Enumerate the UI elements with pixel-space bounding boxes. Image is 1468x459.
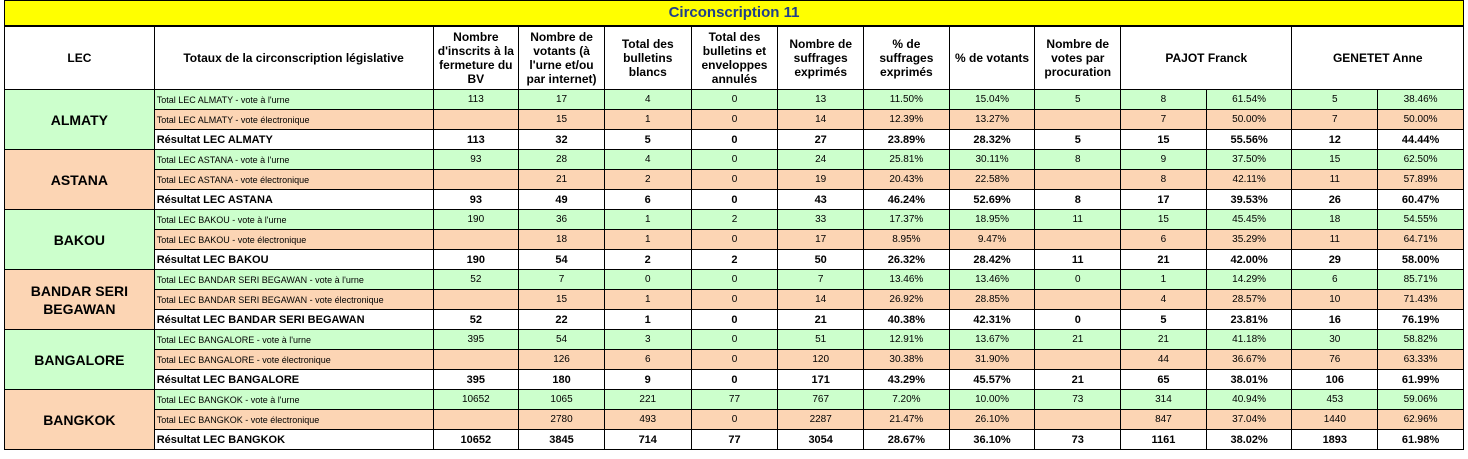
cell-pct-suffrages: 20.43% [864,170,950,190]
cell-inscrits: 93 [433,190,519,210]
cell-c2-pct: 50.00% [1378,110,1464,130]
cell-blancs: 1 [604,290,691,310]
row-label: Total LEC BANGALORE - vote électronique [154,350,433,370]
cell-inscrits: 10652 [433,430,519,450]
lec-name: BANGKOK [5,390,155,450]
cell-procuration: 5 [1035,130,1121,150]
cell-pct-suffrages: 12.39% [864,110,950,130]
cell-blancs: 6 [604,350,691,370]
cell-suffrages: 120 [778,350,864,370]
cell-suffrages: 7 [778,270,864,290]
cell-annules: 0 [691,230,778,250]
cell-c1-votes: 1 [1121,270,1207,290]
row-label: Résultat LEC BAKOU [154,250,433,270]
row-label: Total LEC ASTANA - vote électronique [154,170,433,190]
cell-blancs: 714 [604,430,691,450]
cell-pct-votants: 52.69% [949,190,1035,210]
cell-votants: 180 [519,370,605,390]
cell-annules: 0 [691,110,778,130]
cell-pct-suffrages: 23.89% [864,130,950,150]
cell-suffrages: 14 [778,110,864,130]
cell-c1-pct: 37.04% [1206,410,1292,430]
cell-c1-votes: 44 [1121,350,1207,370]
cell-inscrits: 190 [433,210,519,230]
header-suffrages: Nombre de suffrages exprimés [778,27,864,90]
cell-pct-suffrages: 28.67% [864,430,950,450]
row-label: Résultat LEC ASTANA [154,190,433,210]
cell-c2-pct: 63.33% [1378,350,1464,370]
results-sheet [4,0,1464,450]
cell-procuration: 8 [1035,150,1121,170]
cell-c2-votes: 10 [1292,290,1378,310]
cell-pct-suffrages: 25.81% [864,150,950,170]
cell-c2-pct: 38.46% [1378,90,1464,110]
table-row [5,370,1464,390]
header-annules: Total des bulletins et enveloppes annulés [691,27,778,90]
cell-c1-pct: 14.29% [1206,270,1292,290]
cell-c1-pct: 40.94% [1206,390,1292,410]
cell-blancs: 4 [604,90,691,110]
header-blancs: Total des bulletins blancs [604,27,691,90]
cell-suffrages: 33 [778,210,864,230]
cell-annules: 2 [691,210,778,230]
cell-pct-votants: 13.27% [949,110,1035,130]
cell-pct-votants: 10.00% [949,390,1035,410]
cell-c1-pct: 50.00% [1206,110,1292,130]
cell-votants: 49 [519,190,605,210]
cell-votants: 17 [519,90,605,110]
cell-c1-votes: 65 [1121,370,1207,390]
cell-pct-votants: 9.47% [949,230,1035,250]
row-label: Total LEC ALMATY - vote à l'urne [154,90,433,110]
cell-annules: 0 [691,370,778,390]
cell-c1-votes: 21 [1121,250,1207,270]
cell-c2-votes: 1893 [1292,430,1378,450]
cell-inscrits [433,110,519,130]
cell-pct-votants: 26.10% [949,410,1035,430]
cell-c2-pct: 85.71% [1378,270,1464,290]
cell-procuration: 73 [1035,430,1121,450]
cell-suffrages: 51 [778,330,864,350]
cell-c1-pct: 38.01% [1206,370,1292,390]
cell-c1-pct: 45.45% [1206,210,1292,230]
cell-pct-suffrages: 13.46% [864,270,950,290]
cell-inscrits: 395 [433,330,519,350]
cell-c1-pct: 36.67% [1206,350,1292,370]
cell-c1-votes: 8 [1121,170,1207,190]
cell-blancs: 4 [604,150,691,170]
cell-annules: 0 [691,270,778,290]
row-label: Total LEC BANDAR SERI BEGAWAN - vote électronique [154,290,433,310]
cell-c2-pct: 61.99% [1378,370,1464,390]
header-procuration: Nombre de votes par procuration [1035,27,1121,90]
cell-suffrages: 21 [778,310,864,330]
cell-c1-votes: 314 [1121,390,1207,410]
cell-procuration: 21 [1035,330,1121,350]
results-table [4,26,1464,450]
cell-c2-votes: 26 [1292,190,1378,210]
cell-blancs: 9 [604,370,691,390]
cell-pct-suffrages: 11.50% [864,90,950,110]
table-row [5,110,1464,130]
cell-pct-suffrages: 12.91% [864,330,950,350]
cell-c1-pct: 28.57% [1206,290,1292,310]
cell-pct-suffrages: 26.92% [864,290,950,310]
cell-annules: 0 [691,290,778,310]
cell-pct-suffrages: 7.20% [864,390,950,410]
cell-c1-pct: 42.00% [1206,250,1292,270]
cell-pct-votants: 22.58% [949,170,1035,190]
cell-c2-votes: 76 [1292,350,1378,370]
header-candidate-1: PAJOT Franck [1121,27,1292,90]
cell-c2-votes: 106 [1292,370,1378,390]
cell-procuration: 0 [1035,310,1121,330]
cell-votants: 18 [519,230,605,250]
table-row [5,210,1464,230]
cell-votants: 15 [519,110,605,130]
table-row [5,390,1464,410]
cell-c2-votes: 5 [1292,90,1378,110]
cell-c1-pct: 61.54% [1206,90,1292,110]
cell-c1-pct: 37.50% [1206,150,1292,170]
cell-suffrages: 19 [778,170,864,190]
cell-votants: 21 [519,170,605,190]
cell-c1-votes: 5 [1121,310,1207,330]
cell-c1-votes: 6 [1121,230,1207,250]
cell-c2-pct: 59.06% [1378,390,1464,410]
cell-procuration [1035,350,1121,370]
cell-pct-suffrages: 43.29% [864,370,950,390]
cell-c2-pct: 44.44% [1378,130,1464,150]
lec-name: BANDAR SERI BEGAWAN [5,270,155,330]
cell-blancs: 0 [604,270,691,290]
cell-c2-pct: 60.47% [1378,190,1464,210]
table-row [5,130,1464,150]
cell-annules: 0 [691,310,778,330]
cell-c2-pct: 58.82% [1378,330,1464,350]
table-row [5,270,1464,290]
cell-inscrits: 52 [433,310,519,330]
table-row [5,330,1464,350]
cell-procuration: 21 [1035,370,1121,390]
cell-procuration: 11 [1035,250,1121,270]
lec-name: ALMATY [5,90,155,150]
cell-c2-pct: 62.50% [1378,150,1464,170]
cell-blancs: 1 [604,110,691,130]
table-row [5,170,1464,190]
header-pct-suffrages: % de suffrages exprimés [864,27,950,90]
cell-inscrits [433,350,519,370]
header-row [5,27,1464,90]
table-row [5,250,1464,270]
cell-c1-votes: 21 [1121,330,1207,350]
cell-c2-votes: 6 [1292,270,1378,290]
cell-suffrages: 14 [778,290,864,310]
row-label: Total LEC BAKOU - vote à l'urne [154,210,433,230]
cell-c2-pct: 76.19% [1378,310,1464,330]
cell-c1-pct: 35.29% [1206,230,1292,250]
cell-votants: 32 [519,130,605,150]
table-row [5,410,1464,430]
cell-inscrits [433,170,519,190]
cell-suffrages: 24 [778,150,864,170]
cell-c1-pct: 41.18% [1206,330,1292,350]
header-totaux: Totaux de la circonscription législative [154,27,433,90]
cell-pct-suffrages: 17.37% [864,210,950,230]
cell-c2-votes: 16 [1292,310,1378,330]
cell-c1-votes: 9 [1121,150,1207,170]
header-inscrits: Nombre d'inscrits à la fermeture du BV [433,27,519,90]
header-lec: LEC [5,27,155,90]
table-row [5,230,1464,250]
cell-c1-votes: 8 [1121,90,1207,110]
row-label: Résultat LEC BANGALORE [154,370,433,390]
cell-pct-suffrages: 46.24% [864,190,950,210]
row-label: Total LEC BANDAR SERI BEGAWAN - vote à l'urne [154,270,433,290]
cell-pct-votants: 15.04% [949,90,1035,110]
cell-suffrages: 43 [778,190,864,210]
cell-blancs: 1 [604,230,691,250]
row-label: Total LEC ALMATY - vote électronique [154,110,433,130]
cell-inscrits: 93 [433,150,519,170]
cell-inscrits [433,230,519,250]
cell-inscrits [433,290,519,310]
row-label: Résultat LEC BANGKOK [154,430,433,450]
cell-c1-votes: 7 [1121,110,1207,130]
row-label: Total LEC ASTANA - vote à l'urne [154,150,433,170]
cell-pct-votants: 28.32% [949,130,1035,150]
cell-c2-pct: 58.00% [1378,250,1464,270]
cell-pct-suffrages: 8.95% [864,230,950,250]
cell-c2-pct: 71.43% [1378,290,1464,310]
cell-annules: 0 [691,130,778,150]
cell-c1-pct: 42.11% [1206,170,1292,190]
cell-procuration [1035,290,1121,310]
cell-votants: 22 [519,310,605,330]
row-label: Total LEC BANGALORE - vote à l'urne [154,330,433,350]
cell-pct-suffrages: 30.38% [864,350,950,370]
row-label: Résultat LEC BANDAR SERI BEGAWAN [154,310,433,330]
cell-suffrages: 3054 [778,430,864,450]
table-row [5,350,1464,370]
header-votants: Nombre de votants (à l'urne et/ou par internet) [519,27,605,90]
cell-c1-votes: 847 [1121,410,1207,430]
cell-c2-votes: 18 [1292,210,1378,230]
lec-name: BANGALORE [5,330,155,390]
cell-c1-votes: 4 [1121,290,1207,310]
cell-c2-pct: 57.89% [1378,170,1464,190]
cell-blancs: 5 [604,130,691,150]
cell-inscrits: 113 [433,130,519,150]
cell-c2-votes: 29 [1292,250,1378,270]
cell-pct-votants: 18.95% [949,210,1035,230]
cell-procuration [1035,110,1121,130]
cell-procuration [1035,170,1121,190]
cell-pct-votants: 30.11% [949,150,1035,170]
cell-annules: 0 [691,410,778,430]
cell-pct-suffrages: 21.47% [864,410,950,430]
cell-annules: 0 [691,170,778,190]
cell-blancs: 2 [604,170,691,190]
cell-c1-pct: 39.53% [1206,190,1292,210]
cell-annules: 0 [691,350,778,370]
row-label: Total LEC BAKOU - vote électronique [154,230,433,250]
cell-annules: 2 [691,250,778,270]
cell-c2-pct: 61.98% [1378,430,1464,450]
cell-votants: 54 [519,250,605,270]
cell-pct-votants: 13.67% [949,330,1035,350]
cell-blancs: 493 [604,410,691,430]
table-row [5,190,1464,210]
cell-c1-votes: 1161 [1121,430,1207,450]
cell-inscrits: 113 [433,90,519,110]
cell-c1-votes: 17 [1121,190,1207,210]
cell-c2-pct: 54.55% [1378,210,1464,230]
cell-suffrages: 50 [778,250,864,270]
cell-votants: 2780 [519,410,605,430]
cell-inscrits [433,410,519,430]
cell-annules: 0 [691,190,778,210]
cell-c2-pct: 62.96% [1378,410,1464,430]
cell-votants: 126 [519,350,605,370]
cell-pct-votants: 28.42% [949,250,1035,270]
cell-votants: 3845 [519,430,605,450]
cell-pct-votants: 36.10% [949,430,1035,450]
cell-c2-votes: 11 [1292,230,1378,250]
cell-c1-votes: 15 [1121,130,1207,150]
cell-inscrits: 190 [433,250,519,270]
header-candidate-2: GENETET Anne [1292,27,1464,90]
cell-suffrages: 2287 [778,410,864,430]
cell-blancs: 2 [604,250,691,270]
cell-annules: 77 [691,390,778,410]
table-row [5,290,1464,310]
lec-name: BAKOU [5,210,155,270]
cell-inscrits: 52 [433,270,519,290]
cell-inscrits: 395 [433,370,519,390]
cell-pct-votants: 28.85% [949,290,1035,310]
cell-suffrages: 27 [778,130,864,150]
row-label: Total LEC BANGKOK - vote à l'urne [154,390,433,410]
cell-procuration: 8 [1035,190,1121,210]
cell-suffrages: 17 [778,230,864,250]
results-body [5,90,1464,450]
cell-pct-votants: 31.90% [949,350,1035,370]
cell-annules: 0 [691,330,778,350]
cell-suffrages: 767 [778,390,864,410]
cell-c1-votes: 15 [1121,210,1207,230]
table-row [5,90,1464,110]
cell-procuration: 73 [1035,390,1121,410]
cell-c2-votes: 453 [1292,390,1378,410]
cell-c2-votes: 1440 [1292,410,1378,430]
cell-procuration [1035,410,1121,430]
cell-c1-pct: 55.56% [1206,130,1292,150]
row-label: Total LEC BANGKOK - vote électronique [154,410,433,430]
cell-pct-votants: 13.46% [949,270,1035,290]
cell-votants: 28 [519,150,605,170]
cell-c2-pct: 64.71% [1378,230,1464,250]
cell-procuration: 11 [1035,210,1121,230]
cell-suffrages: 13 [778,90,864,110]
cell-blancs: 221 [604,390,691,410]
cell-c2-votes: 30 [1292,330,1378,350]
table-row [5,310,1464,330]
cell-blancs: 6 [604,190,691,210]
cell-blancs: 1 [604,210,691,230]
sheet-title: Circonscription 11 [4,0,1464,26]
cell-annules: 0 [691,90,778,110]
lec-name: ASTANA [5,150,155,210]
cell-c2-votes: 11 [1292,170,1378,190]
cell-c2-votes: 15 [1292,150,1378,170]
table-row [5,150,1464,170]
cell-blancs: 1 [604,310,691,330]
cell-pct-suffrages: 26.32% [864,250,950,270]
cell-c1-pct: 38.02% [1206,430,1292,450]
cell-votants: 54 [519,330,605,350]
cell-c2-votes: 12 [1292,130,1378,150]
row-label: Résultat LEC ALMATY [154,130,433,150]
cell-votants: 1065 [519,390,605,410]
cell-procuration: 5 [1035,90,1121,110]
cell-votants: 36 [519,210,605,230]
cell-pct-votants: 45.57% [949,370,1035,390]
cell-annules: 0 [691,150,778,170]
table-row [5,430,1464,450]
cell-procuration: 0 [1035,270,1121,290]
cell-votants: 15 [519,290,605,310]
header-pct-votants: % de votants [949,27,1035,90]
cell-procuration [1035,230,1121,250]
cell-votants: 7 [519,270,605,290]
cell-blancs: 3 [604,330,691,350]
cell-pct-suffrages: 40.38% [864,310,950,330]
cell-pct-votants: 42.31% [949,310,1035,330]
cell-c1-pct: 23.81% [1206,310,1292,330]
cell-c2-votes: 7 [1292,110,1378,130]
cell-annules: 77 [691,430,778,450]
cell-suffrages: 171 [778,370,864,390]
cell-inscrits: 10652 [433,390,519,410]
